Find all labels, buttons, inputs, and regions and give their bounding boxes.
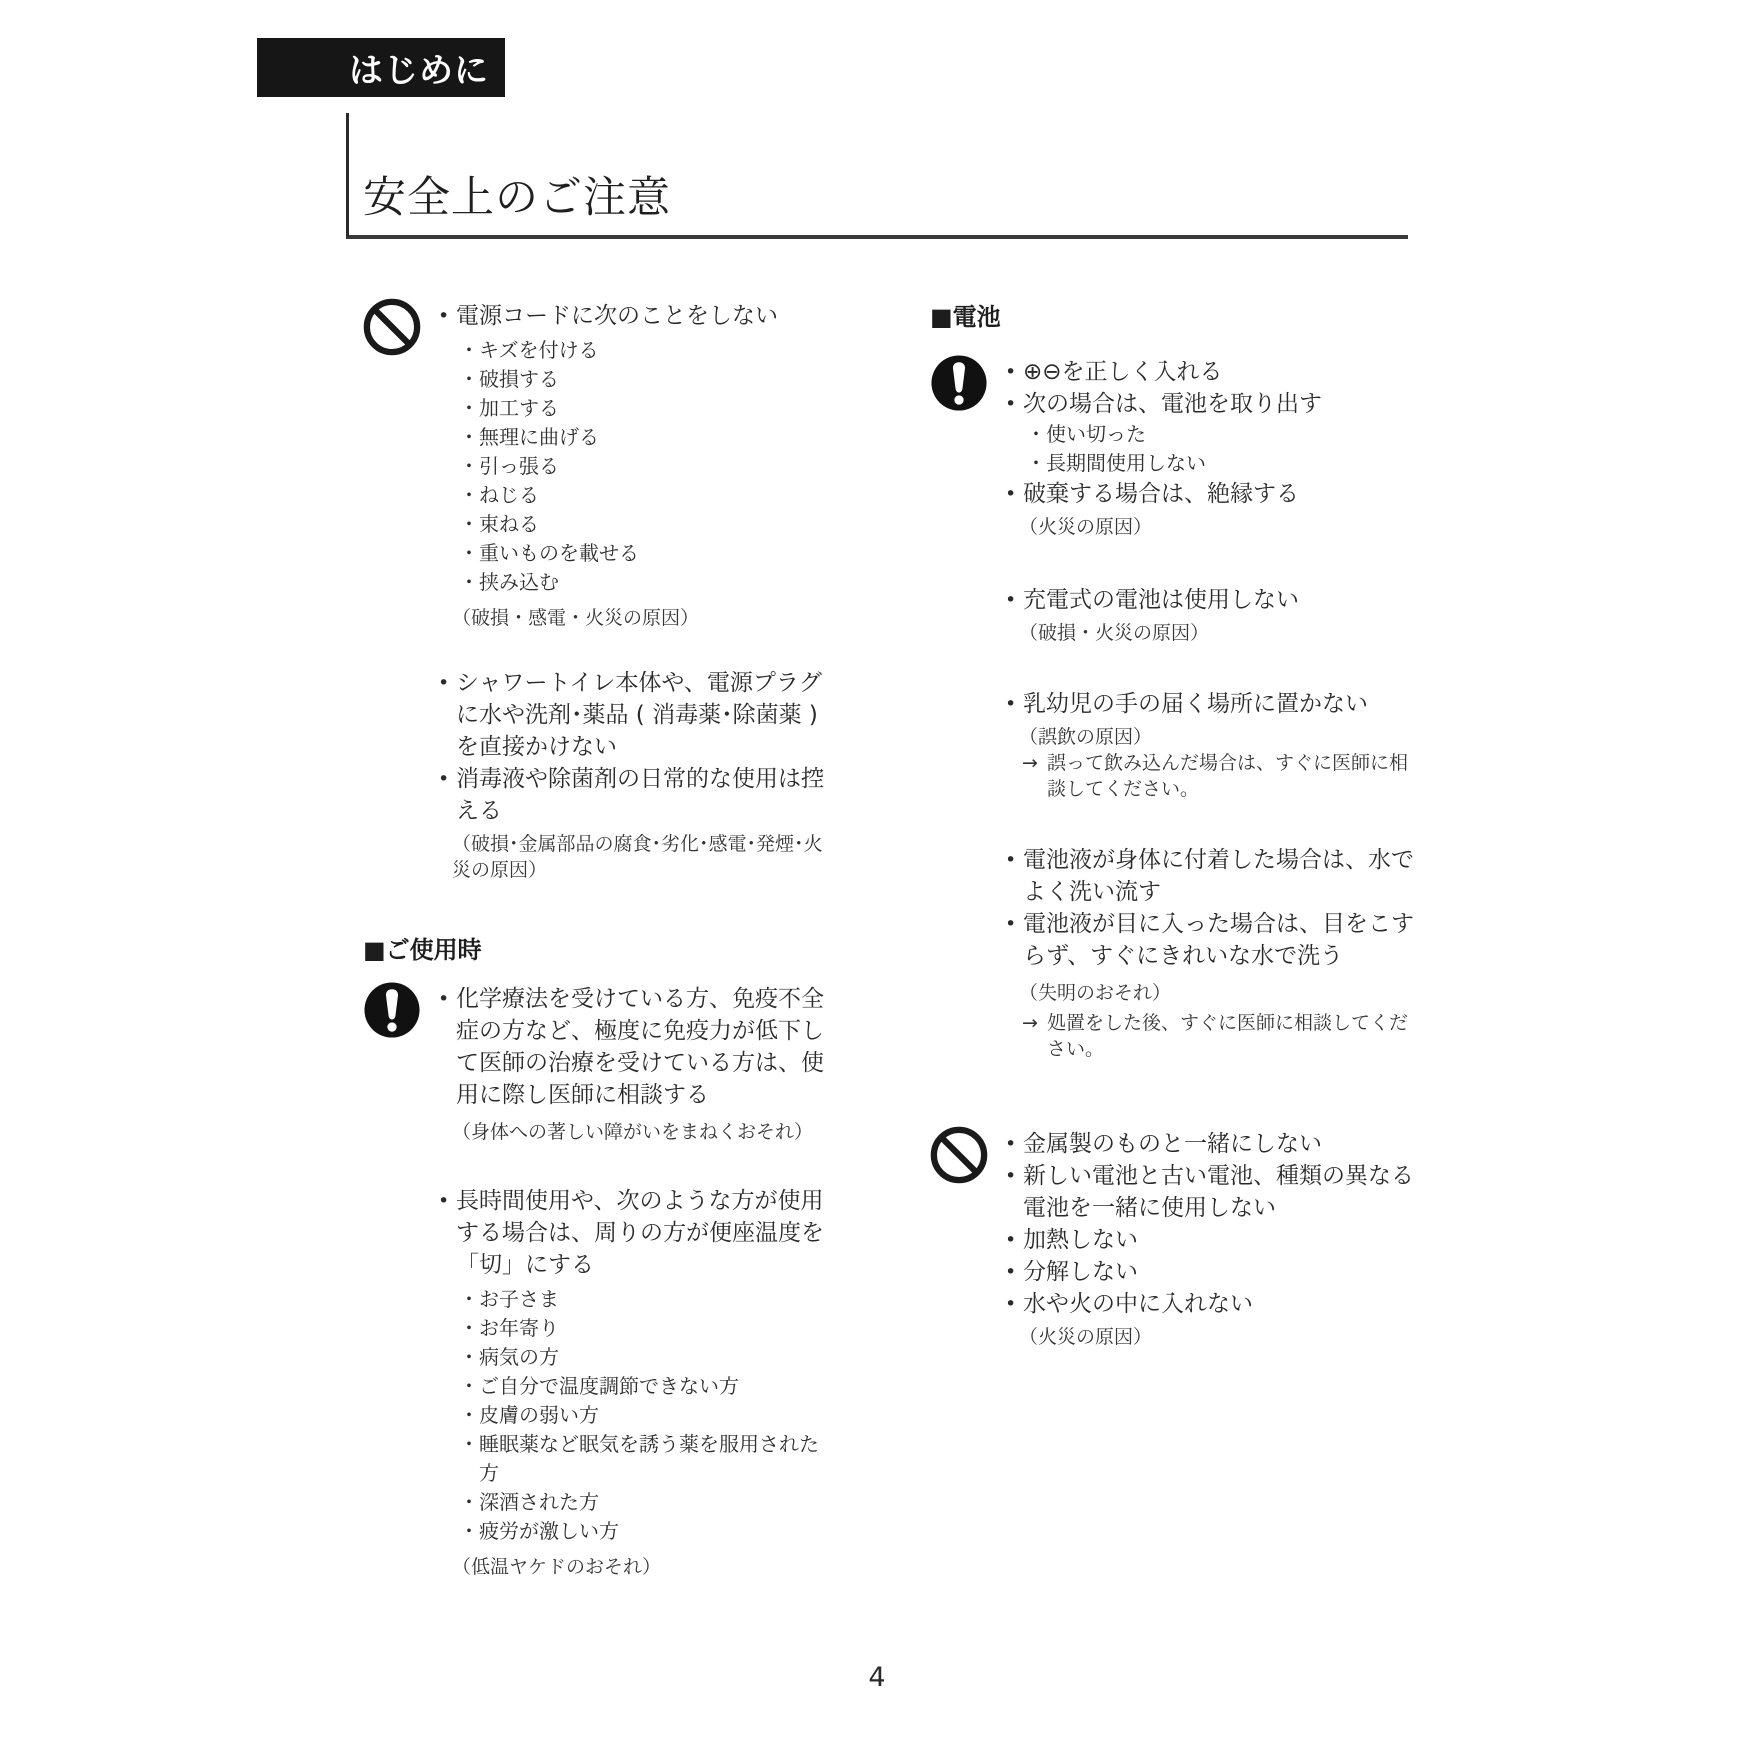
- sub-marker: ・: [1026, 422, 1046, 446]
- bullet-item: [1005, 1224, 1418, 1256]
- sub-marker: ・: [459, 454, 479, 478]
- sub-item: [459, 481, 835, 510]
- bullet-marker: •: [438, 988, 450, 1010]
- sub-marker: ・: [459, 1403, 479, 1427]
- bullet-text: 水や火の中に入れない: [1023, 1291, 1253, 1317]
- bullet-text: 長時間使用や、次のような方が使用する場合は、周りの方が便座温度を「切」にする: [456, 1188, 824, 1278]
- sub-item: [459, 1343, 835, 1372]
- section-tab: [257, 38, 505, 97]
- bullet-text: 電池液が目に入った場合は、目をこすらず、すぐにきれいな水で洗う: [1023, 911, 1414, 969]
- bullet-marker: •: [438, 305, 450, 327]
- bullet-marker: •: [1005, 483, 1017, 505]
- attention-icon: [363, 981, 421, 1039]
- sub-text: 睡眠薬など眠気を誘う薬を服用された方: [479, 1432, 819, 1485]
- bullet-marker: •: [1005, 1261, 1017, 1283]
- bullet-text: 次の場合は、電池を取り出す: [1023, 391, 1322, 417]
- prohibition-icon: [363, 298, 421, 356]
- bullet-item: [1005, 688, 1418, 720]
- sub-text: 使い切った: [1046, 422, 1146, 446]
- bullet-item: [1005, 388, 1418, 420]
- bullet-marker: •: [1005, 1165, 1017, 1187]
- bullet-item: [438, 763, 835, 827]
- sub-item: [1026, 420, 1418, 449]
- sub-marker: ・: [459, 425, 479, 449]
- bullet-marker: •: [438, 672, 450, 694]
- section-header-battery: ■電池: [930, 303, 1001, 331]
- bullet-text: ⊕⊖を正しく入れる: [1023, 359, 1223, 385]
- section-header-use: ■ご使用時: [363, 936, 482, 964]
- remedy-text: 誤って飲み込んだ場合は、すぐに医師に相談してください。: [1047, 752, 1409, 800]
- page-title: 安全上のご注意: [363, 173, 671, 223]
- sub-text: お年寄り: [479, 1316, 559, 1340]
- bullet-text: シャワートイレ本体や、電源プラグに水や洗剤･薬品 ( 消毒薬･除菌薬 ) を直接かけない: [456, 670, 822, 760]
- bullet-marker: •: [1005, 589, 1017, 611]
- sub-text: キズを付ける: [479, 338, 599, 362]
- sub-marker: ・: [459, 1490, 479, 1514]
- sub-text: 長期間使用しない: [1046, 451, 1206, 475]
- attention-block-use: [363, 981, 835, 1580]
- sub-text: ねじる: [479, 483, 539, 507]
- bullet-item: [1005, 908, 1418, 972]
- sub-marker: ・: [459, 1345, 479, 1369]
- sub-item: [459, 423, 835, 452]
- bullet-marker: •: [1005, 849, 1017, 871]
- sub-marker: ・: [459, 570, 479, 594]
- bullet-marker: •: [1005, 1293, 1017, 1315]
- prohibition-block-content: [1005, 1126, 1418, 1350]
- cause-note: （低温ヤケドのおそれ）: [452, 1556, 662, 1578]
- sub-item: [459, 336, 835, 365]
- sub-list: [438, 336, 835, 597]
- bullet-item: [1005, 478, 1418, 510]
- bullet-marker: •: [1005, 361, 1017, 383]
- sub-marker: ・: [459, 1432, 479, 1456]
- page-number: 4: [868, 1662, 886, 1693]
- bullet-item: [1005, 1288, 1418, 1320]
- sub-text: 疲労が激しい方: [479, 1519, 619, 1543]
- sub-list: [438, 1285, 835, 1546]
- sub-text: 深酒された方: [479, 1490, 599, 1514]
- bullet-item: [438, 983, 835, 1111]
- sub-item: [459, 1401, 835, 1430]
- cause-note: （身体への著しい障がいをまねくおそれ）: [452, 1121, 814, 1143]
- sub-item: [459, 1285, 835, 1314]
- sub-text: お子さま: [479, 1287, 559, 1311]
- bullet-text: 乳幼児の手の届く場所に置かない: [1023, 691, 1368, 717]
- sub-marker: ・: [459, 541, 479, 565]
- bullet-item: [1005, 584, 1418, 616]
- bullet-marker: •: [1005, 693, 1017, 715]
- sub-marker: ・: [459, 338, 479, 362]
- bullet-text: 加熱しない: [1023, 1227, 1138, 1253]
- sub-marker: ・: [459, 1287, 479, 1311]
- prohibition-icon: [930, 1126, 988, 1184]
- sub-item: [1026, 449, 1418, 478]
- cause-note: （破損・火災の原因）: [1019, 622, 1210, 644]
- sub-text: 破損する: [479, 367, 559, 391]
- bullet-text: 充電式の電池は使用しない: [1023, 587, 1299, 613]
- bullet-text: 電源コードに次のことをしない: [456, 303, 778, 329]
- sub-text: 加工する: [479, 396, 559, 420]
- sub-text: 病気の方: [479, 1345, 559, 1369]
- sub-marker: ・: [1026, 451, 1046, 475]
- bullet-item: [1005, 356, 1418, 388]
- sub-list: [1005, 420, 1418, 478]
- sub-item: [459, 394, 835, 423]
- sub-text: 挟み込む: [479, 570, 559, 594]
- prohibition-block-content: [438, 298, 835, 883]
- sub-text: 引っ張る: [479, 454, 559, 478]
- bullet-text: 分解しない: [1023, 1259, 1138, 1285]
- title-box: [346, 113, 1408, 239]
- sub-item: [459, 568, 835, 597]
- attention-block-content: [438, 981, 835, 1580]
- sub-item: [459, 1372, 835, 1401]
- sub-marker: ・: [459, 1519, 479, 1543]
- sub-item: [459, 1517, 835, 1546]
- sub-item: [459, 1314, 835, 1343]
- prohibition-block-power-cord: [363, 298, 835, 883]
- sub-marker: ・: [459, 367, 479, 391]
- cause-note: （失明のおそれ）: [1019, 982, 1172, 1004]
- right-column: [930, 298, 1418, 1350]
- bullet-text: 破棄する場合は、絶縁する: [1023, 481, 1299, 507]
- attention-icon: [930, 354, 988, 412]
- sub-text: 皮膚の弱い方: [479, 1403, 599, 1427]
- bullet-item: [438, 300, 835, 332]
- bullet-marker: •: [438, 1190, 450, 1212]
- sub-item: [459, 365, 835, 394]
- bullet-item: [1005, 1160, 1418, 1224]
- remedy-note: [1022, 1010, 1418, 1062]
- bullet-marker: •: [1005, 393, 1017, 415]
- sub-item: [459, 1430, 835, 1488]
- sub-marker: ・: [459, 396, 479, 420]
- cause-note: （火災の原因）: [1019, 1326, 1153, 1348]
- bullet-text: 新しい電池と古い電池、種類の異なる電池を一緒に使用しない: [1023, 1163, 1414, 1221]
- bullet-text: 化学療法を受けている方、免疫不全症の方など、極度に免疫力が低下して医師の治療を受けている方は、使用に際し医師に相談する: [456, 986, 824, 1108]
- sub-text: ご自分で温度調節できない方: [479, 1374, 739, 1398]
- sub-item: [459, 539, 835, 568]
- remedy-note: [1022, 750, 1418, 802]
- sub-item: [459, 510, 835, 539]
- sub-text: 重いものを載せる: [479, 541, 639, 565]
- sub-marker: ・: [459, 1374, 479, 1398]
- bullet-marker: •: [438, 768, 450, 790]
- bullet-text: 金属製のものと一緒にしない: [1023, 1131, 1322, 1157]
- bullet-item: [1005, 1128, 1418, 1160]
- bullet-marker: •: [1005, 1229, 1017, 1251]
- bullet-item: [438, 1185, 835, 1281]
- arrow-marker: →: [1022, 752, 1038, 774]
- cause-note: （破損・感電・火災の原因）: [452, 607, 700, 629]
- sub-item: [459, 452, 835, 481]
- bullet-text: 消毒液や除菌剤の日常的な使用は控える: [456, 766, 824, 824]
- remedy-text: 処置をした後、すぐに医師に相談してください。: [1047, 1012, 1409, 1060]
- cause-note: （誤飲の原因）: [1019, 726, 1153, 748]
- sub-marker: ・: [459, 512, 479, 536]
- attention-block-battery: [930, 354, 1418, 1062]
- prohibition-block-battery: [930, 1126, 1418, 1350]
- bullet-item: [1005, 844, 1418, 908]
- bullet-text: 電池液が身体に付着した場合は、水でよく洗い流す: [1023, 847, 1414, 905]
- bullet-marker: •: [1005, 913, 1017, 935]
- attention-block-content: [1005, 354, 1418, 1062]
- cause-note: （破損･金属部品の腐食･劣化･感電･発煙･火災の原因）: [452, 833, 823, 881]
- arrow-marker: →: [1022, 1012, 1038, 1034]
- sub-marker: ・: [459, 483, 479, 507]
- bullet-item: [438, 667, 835, 763]
- bullet-item: [1005, 1256, 1418, 1288]
- cause-note: （火災の原因）: [1019, 516, 1153, 538]
- sub-text: 無理に曲げる: [479, 425, 599, 449]
- sub-text: 束ねる: [479, 512, 539, 536]
- sub-item: [459, 1488, 835, 1517]
- sub-marker: ・: [459, 1316, 479, 1340]
- left-column: [363, 298, 835, 1580]
- bullet-marker: •: [1005, 1133, 1017, 1155]
- section-tab-label: はじめに: [349, 51, 489, 91]
